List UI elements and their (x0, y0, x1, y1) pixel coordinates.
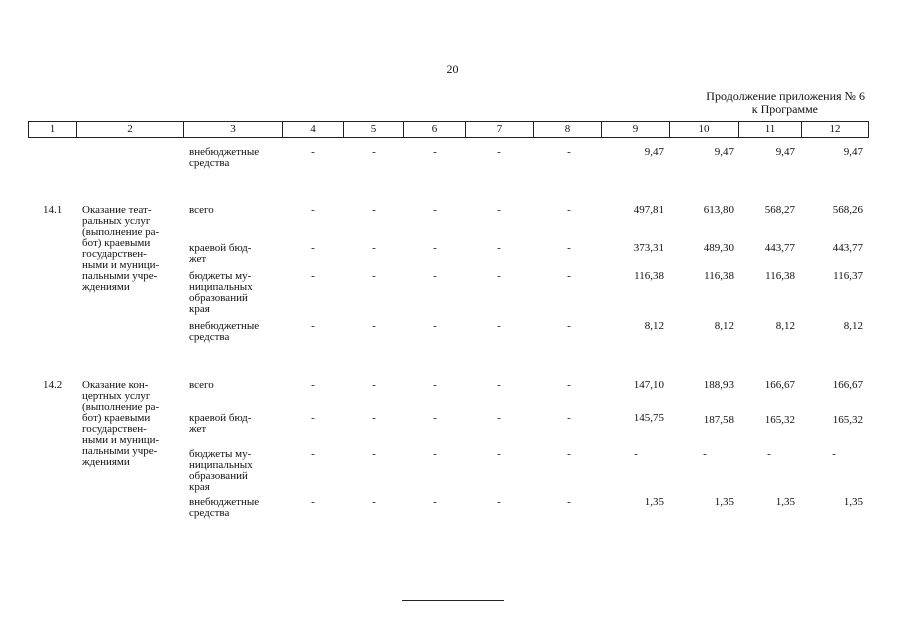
cell-col4: - (311, 320, 315, 332)
cell-col6: - (433, 448, 437, 460)
cell-col8: - (567, 270, 571, 282)
cell-col5: - (372, 496, 376, 508)
cell-col4: - (311, 146, 315, 158)
cell-col10: 613,80 (703, 204, 734, 216)
column-header-4: 4 (283, 122, 344, 137)
cell-col12: 1,35 (843, 496, 863, 508)
column-header-5: 5 (344, 122, 404, 137)
cell-col12: 568,26 (832, 204, 863, 216)
cell-col8: - (567, 448, 571, 460)
cell-col11: - (767, 448, 771, 460)
cell-col5: - (372, 320, 376, 332)
column-header-1: 1 (29, 122, 77, 137)
cell-col5: - (372, 146, 376, 158)
cell-col12: 165,32 (832, 414, 863, 426)
cell-col11: 165,32 (764, 414, 795, 426)
cell-col9: 145,75 (633, 412, 664, 424)
cell-col8: - (567, 204, 571, 216)
cell-col9: 147,10 (633, 379, 664, 391)
cell-col7: - (497, 204, 501, 216)
cell-col4: - (311, 270, 315, 282)
cell-col12: - (832, 448, 836, 460)
cell-col9: 1,35 (644, 496, 664, 508)
funding-source-label: бюджеты му- ниципальных образований края (189, 270, 253, 315)
appendix-continuation-title: Продолжение приложения № 6 (706, 89, 865, 103)
cell-col11: 568,27 (764, 204, 795, 216)
cell-col4: - (311, 496, 315, 508)
activity-name: Оказание кон- цертных услуг (выполнение ра- бот) краевыми государствен- ными и муници- пальными учре- ждениями (82, 379, 160, 468)
cell-col10: 187,58 (703, 414, 734, 426)
cell-col10: 8,12 (714, 320, 734, 332)
row-code: 14.1 (43, 204, 63, 216)
funding-source-label: краевой бюд- жет (189, 412, 252, 435)
cell-col7: - (497, 146, 501, 158)
cell-col5: - (372, 412, 376, 424)
funding-source-label: бюджеты му- ниципальных образований края (189, 448, 253, 493)
cell-col6: - (433, 146, 437, 158)
appendix-continuation-subtitle: к Программе (751, 102, 818, 116)
cell-col11: 1,35 (775, 496, 795, 508)
column-header-10: 10 (670, 122, 739, 137)
cell-col9: 373,31 (633, 242, 664, 254)
cell-col11: 9,47 (775, 146, 795, 158)
cell-col6: - (433, 320, 437, 332)
cell-col9: 497,81 (633, 204, 664, 216)
cell-col4: - (311, 379, 315, 391)
table-header-row (28, 121, 869, 138)
cell-col4: - (311, 204, 315, 216)
column-header-8: 8 (534, 122, 602, 137)
column-header-3: 3 (184, 122, 283, 137)
cell-col10: - (703, 448, 707, 460)
column-header-12: 12 (829, 123, 841, 135)
footer-rule (402, 600, 504, 601)
cell-col12: 166,67 (832, 379, 863, 391)
cell-col10: 188,93 (703, 379, 734, 391)
cell-col5: - (372, 204, 376, 216)
cell-col4: - (311, 412, 315, 424)
cell-col10: 116,38 (704, 270, 734, 282)
page-number: 20 (446, 62, 459, 76)
cell-col12: 443,77 (832, 242, 863, 254)
cell-col11: 8,12 (775, 320, 795, 332)
cell-col5: - (372, 379, 376, 391)
cell-col4: - (311, 242, 315, 254)
cell-col12: 9,47 (843, 146, 863, 158)
cell-col5: - (372, 270, 376, 282)
cell-col11: 443,77 (764, 242, 795, 254)
column-header-7: 7 (466, 122, 534, 137)
cell-col9: 9,47 (644, 146, 664, 158)
column-header-2: 2 (77, 122, 184, 137)
funding-source-label: всего (189, 379, 214, 391)
column-header-9: 9 (602, 122, 670, 137)
funding-source-label: краевой бюд- жет (189, 242, 252, 265)
cell-col8: - (567, 379, 571, 391)
column-header-11: 11 (739, 122, 802, 137)
cell-col6: - (433, 242, 437, 254)
cell-col6: - (433, 204, 437, 216)
cell-col8: - (567, 146, 571, 158)
funding-source-label: всего (189, 204, 214, 216)
cell-col12: 8,12 (843, 320, 863, 332)
cell-col9: 8,12 (644, 320, 664, 332)
cell-col6: - (433, 412, 437, 424)
cell-col7: - (497, 320, 501, 332)
cell-col10: 489,30 (703, 242, 734, 254)
cell-col6: - (433, 379, 437, 391)
cell-col8: - (567, 320, 571, 332)
cell-col5: - (372, 242, 376, 254)
cell-col8: - (567, 496, 571, 508)
cell-col7: - (497, 379, 501, 391)
cell-col7: - (497, 412, 501, 424)
cell-col7: - (497, 448, 501, 460)
cell-col11: 116,38 (765, 270, 795, 282)
cell-col8: - (567, 242, 571, 254)
cell-col10: 9,47 (714, 146, 734, 158)
cell-col7: - (497, 496, 501, 508)
cell-col7: - (497, 270, 501, 282)
cell-col5: - (372, 448, 376, 460)
cell-col10: 1,35 (714, 496, 734, 508)
cell-col4: - (311, 448, 315, 460)
row-code: 14.2 (43, 379, 63, 391)
cell-col9: - (634, 448, 638, 460)
funding-source-label: внебюджетные средства (189, 320, 260, 343)
cell-col6: - (433, 270, 437, 282)
cell-col8: - (567, 412, 571, 424)
activity-name: Оказание теат- ральных услуг (выполнение ра- бот) краевыми государствен- ными и муници- пальными учре- ждениями (82, 204, 160, 293)
funding-source-label: внебюджетные средства (189, 146, 260, 169)
funding-source-label: внебюджетные средства (189, 496, 260, 519)
cell-col9: 116,38 (634, 270, 664, 282)
cell-col7: - (497, 242, 501, 254)
cell-col6: - (433, 496, 437, 508)
column-header-6: 6 (404, 122, 466, 137)
cell-col12: 116,37 (833, 270, 863, 282)
cell-col11: 166,67 (764, 379, 795, 391)
